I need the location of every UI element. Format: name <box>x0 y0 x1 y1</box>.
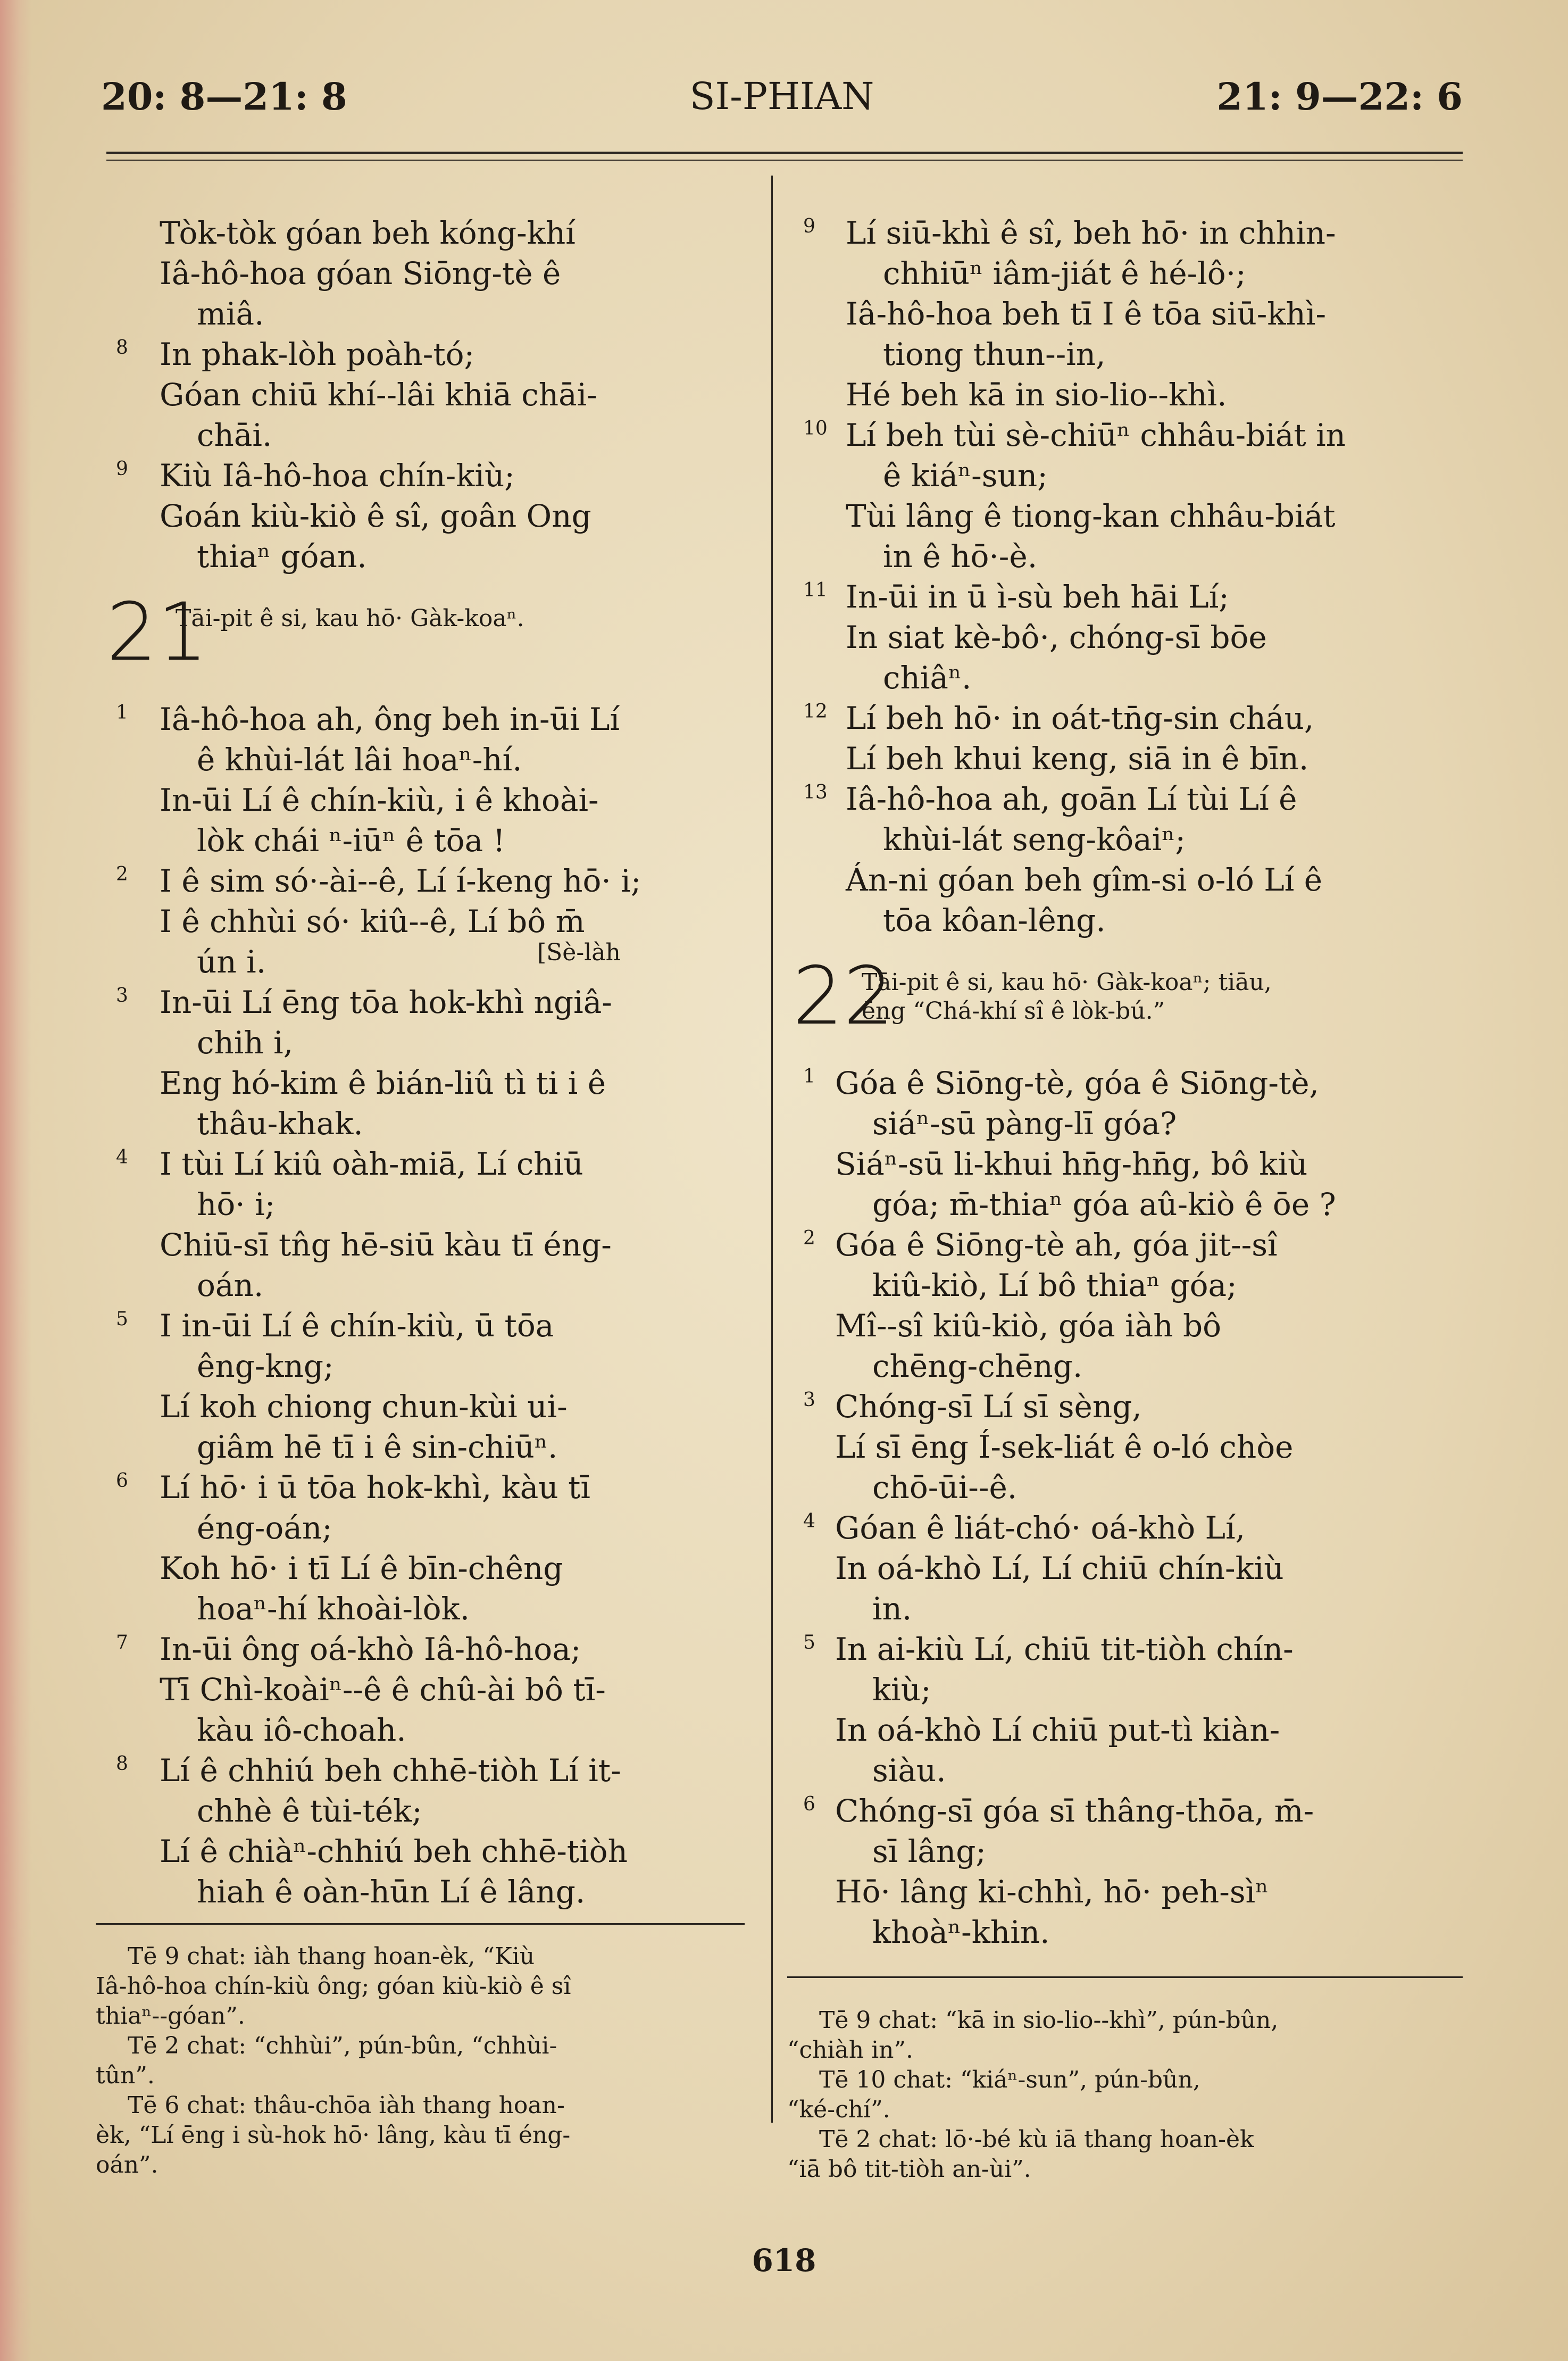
verse-line <box>106 1629 755 1669</box>
verse-text: In oá-khò Lí chiū put-tì kiàn- <box>835 1712 1280 1748</box>
verse-number: 10 <box>803 418 828 439</box>
verse-line <box>793 253 1463 294</box>
verse-line <box>793 860 1463 900</box>
verse-text: chō-ūi--ê. <box>872 1469 1017 1506</box>
verse-line <box>793 1750 1463 1791</box>
verse-text: ê khùi-lát lâi hoaⁿ-hí. <box>197 742 522 778</box>
verse-text: éng-oán; <box>197 1510 332 1546</box>
verse-line <box>106 942 755 982</box>
verse-line <box>106 455 755 496</box>
verse-number: 1 <box>116 702 128 724</box>
header-left-reference: 20: 8—21: 8 <box>101 74 347 119</box>
verse-line <box>106 1063 755 1103</box>
header-rule-thin <box>106 160 1463 161</box>
footnote-line: Tē 9 chat: iàh thang hoan-èk, “Kiù <box>128 1943 535 1970</box>
verse-text: Iâ-hô-hoa góan Siōng-tè ê <box>160 255 561 292</box>
verse-line <box>793 455 1463 496</box>
verse-text: Lí sī ēng Í-sek-liát ê o-ló chòe <box>835 1429 1294 1465</box>
verse-number: 7 <box>116 1632 128 1653</box>
verse-line <box>793 1791 1463 1831</box>
verse-text: In-ūi Lí ê chín-kiù, i ê khoài- <box>160 782 599 818</box>
chapter-superscription: Tāi-pit ê si, kau hō· Gàk-koaⁿ. <box>176 605 524 632</box>
verse-number: 4 <box>116 1146 128 1168</box>
verse-number: 6 <box>116 1470 128 1492</box>
verse-line <box>793 698 1463 738</box>
verse-line <box>793 415 1463 455</box>
left-column <box>106 213 755 1912</box>
verse-text: Lí koh chiong chun-kùi ui- <box>160 1389 568 1425</box>
verse-text: In-ūi in ū ì-sù beh hāi Lí; <box>846 579 1229 615</box>
verse-line <box>793 819 1463 860</box>
verse-text: Lí siū-khì ê sî, beh hō· in chhin- <box>846 215 1336 251</box>
footnote-line: Tē 2 chat: “chhùi”, pún-bûn, “chhùi- <box>128 2032 557 2059</box>
verse-line <box>793 1508 1463 1548</box>
page-edge-stain <box>0 0 32 2361</box>
verse-text: I ê sim só·-ài--ê, Lí í-keng hō· i; <box>160 863 641 899</box>
verse-text: lòk chái ⁿ-iūⁿ ê tōa ! <box>197 822 505 859</box>
verse-text: Góa ê Siōng-tè ah, góa jit--sî <box>835 1227 1278 1263</box>
verse-line <box>106 1022 755 1063</box>
verse-line <box>793 1265 1463 1306</box>
verse-text: Lí beh khui keng, siā in ê bīn. <box>846 741 1309 777</box>
header-rule-thick <box>106 152 1463 154</box>
verse-text: oán. <box>197 1267 264 1303</box>
verse-text: siàu. <box>872 1752 946 1789</box>
verse-number: 1 <box>803 1066 815 1087</box>
verse-text: In-ūi ông oá-khò Iâ-hô-hoa; <box>160 1631 581 1667</box>
verse-text: khoàⁿ-khin. <box>872 1914 1050 1950</box>
verse-text: tōa kôan-lêng. <box>883 902 1106 938</box>
verse-line <box>106 1831 755 1872</box>
verse-text: siáⁿ-sū pàng-lī góa? <box>872 1105 1177 1142</box>
verse-line <box>106 1225 755 1265</box>
verse-text: Hé beh kā in sio-lio--khì. <box>846 377 1227 413</box>
verse-line <box>106 213 755 253</box>
verse-line <box>793 334 1463 375</box>
verse-line <box>793 1184 1463 1225</box>
verse-text: Tùi lâng ê tiong-kan chhâu-biát <box>846 498 1336 534</box>
footnote-line: “chiàh in”. <box>787 2036 913 2064</box>
verse-line <box>106 253 755 294</box>
verse-line <box>793 1629 1463 1669</box>
chapter-superscription-cont: ēng “Chá-khí sî ê lòk-bú.” <box>862 997 1165 1025</box>
verse-line <box>793 1589 1463 1629</box>
verse-text: Án-ni góan beh gîm-si o-ló Lí ê <box>846 862 1323 898</box>
verse-line <box>106 1306 755 1346</box>
verse-text: I ê chhùi só· kiû--ê, Lí bô m̄ <box>160 903 585 940</box>
verse-number: 8 <box>116 337 128 359</box>
verse-text: kiù; <box>872 1672 931 1708</box>
verse-text: In siat kè-bô·, chóng-sī bōe <box>846 619 1267 655</box>
verse-text: Hō· lâng ki-chhì, hō· peh-sìⁿ <box>835 1874 1269 1910</box>
verse-text: Góan ê liát-chó· oá-khò Lí, <box>835 1510 1246 1546</box>
verse-line <box>106 334 755 375</box>
verse-number: 2 <box>803 1227 815 1249</box>
footnote-line: “iā bô tit-tiòh an-ùi”. <box>787 2156 1031 2183</box>
verse-text: In-ūi Lí ēng tōa hok-khì ngiâ- <box>160 984 612 1020</box>
verse-line <box>106 780 755 820</box>
verse-number: 4 <box>803 1510 815 1532</box>
verse-text: chiâⁿ. <box>883 660 972 696</box>
verse-text: Tòk-tòk góan beh kóng-khí <box>160 215 576 251</box>
verse-text: Mî--sî kiû-kiò, góa iàh bô <box>835 1308 1222 1344</box>
verse-line <box>106 1710 755 1750</box>
verse-line <box>793 1912 1463 1952</box>
verse-line <box>106 1508 755 1548</box>
verse-line <box>106 699 755 739</box>
verse-text: Góa ê Siōng-tè, góa ê Siōng-tè, <box>835 1065 1319 1101</box>
footnote-line: Tē 2 chat: lō·-bé kù iā thang hoan-èk <box>819 2126 1254 2153</box>
verse-line <box>106 1589 755 1629</box>
footnote-line: thiaⁿ--góan”. <box>96 2002 245 2030</box>
verse-text: thiaⁿ góan. <box>197 538 367 575</box>
header-right-reference: 21: 9—22: 6 <box>1216 74 1463 119</box>
right-column <box>793 213 1463 1952</box>
footnote-line: “ké-chí”. <box>787 2096 890 2123</box>
verse-line <box>106 1386 755 1427</box>
chapter-superscription: Tāi-pit ê si, kau hō· Gàk-koaⁿ; tiāu, <box>862 969 1272 996</box>
chapter-number: 21 <box>106 586 208 679</box>
verse-text: In phak-lòh poàh-tó; <box>160 336 475 372</box>
verse-text: miâ. <box>197 296 264 332</box>
verse-text: In ai-kiù Lí, chiū tit-tiòh chín- <box>835 1631 1294 1667</box>
verse-text: Chóng-sī Lí sī sèng, <box>835 1389 1142 1425</box>
verse-text: Lí beh tùi sè-chiūⁿ chhâu-biát in <box>846 417 1346 453</box>
chapter-number: 22 <box>793 950 894 1043</box>
header-book-title: SI-PHIAN <box>689 74 874 118</box>
verse-line <box>106 820 755 861</box>
verse-text: ún i. <box>197 944 266 980</box>
verse-line <box>106 496 755 536</box>
verse-line <box>793 779 1463 819</box>
verse-text: in ê hō·-è. <box>883 538 1038 575</box>
verse-text: In oá-khò Lí, Lí chiū chín-kiù <box>835 1550 1284 1586</box>
verse-line <box>106 1872 755 1912</box>
verse-line <box>793 1467 1463 1508</box>
verse-line <box>793 1103 1463 1144</box>
verse-text: hoaⁿ-hí khoài-lòk. <box>197 1591 470 1627</box>
right-footnote-rule <box>787 1976 1463 1978</box>
verse-line <box>793 294 1463 334</box>
verse-number: 11 <box>803 579 828 601</box>
chapter-heading <box>106 586 755 699</box>
verse-line <box>793 577 1463 617</box>
verse-line <box>106 536 755 577</box>
verse-line <box>106 1750 755 1791</box>
verse-text: Lí ê chiàⁿ-chhiú beh chhē-tiòh <box>160 1833 628 1869</box>
footnote-line: Tē 10 chat: “kiáⁿ-sun”, pún-bûn, <box>819 2066 1200 2093</box>
verse-line <box>106 1791 755 1831</box>
verse-text: Chiū-sī tn̂g hē-siū kàu tī éng- <box>160 1227 612 1263</box>
verse-number: 3 <box>803 1389 815 1411</box>
verse-line <box>106 1265 755 1306</box>
verse-line <box>106 1669 755 1710</box>
verse-line <box>793 1872 1463 1912</box>
verse-text: chāi. <box>197 417 272 453</box>
verse-text: giâm hē tī i ê sin-chiūⁿ. <box>197 1429 558 1465</box>
footnote-line: Iâ-hô-hoa chín-kiù ông; góan kiù-kiò ê sî <box>96 1973 571 2000</box>
verse-line <box>106 375 755 415</box>
verse-text: thâu-khak. <box>197 1105 363 1142</box>
verse-text: khùi-lát seng-kôaiⁿ; <box>883 821 1186 858</box>
verse-line <box>793 900 1463 941</box>
verse-line <box>793 658 1463 698</box>
verse-text: Tī Chì-koàiⁿ--ê ê chû-ài bô tī- <box>160 1672 606 1708</box>
verse-text: chih i, <box>197 1025 294 1061</box>
verse-text: Góan chiū khí--lâi khiā chāi- <box>160 377 597 413</box>
verse-line <box>793 496 1463 536</box>
verse-text: chēng-chēng. <box>872 1348 1083 1384</box>
left-footnote-rule <box>96 1923 745 1925</box>
verse-line <box>106 294 755 334</box>
verse-number: 5 <box>803 1632 815 1653</box>
verse-text: hō· i; <box>197 1186 276 1223</box>
verse-text: Lí hō· i ū tōa hok-khì, kàu tī <box>160 1469 590 1506</box>
verse-text: Iâ-hô-hoa beh tī I ê tōa siū-khì- <box>846 296 1327 332</box>
verse-line <box>106 982 755 1022</box>
verse-line <box>106 739 755 780</box>
verse-number: 8 <box>116 1753 128 1775</box>
verse-text: Siáⁿ-sū li-khui hn̄g-hn̄g, bô kiù <box>835 1146 1308 1182</box>
verse-line <box>793 1710 1463 1750</box>
verse-number: 5 <box>116 1308 128 1330</box>
verse-line <box>106 415 755 455</box>
verse-line <box>793 1548 1463 1589</box>
verse-line <box>793 1386 1463 1427</box>
footnote-line: èk, “Lí ēng i sù-hok hō· lâng, kàu tī éng- <box>96 2122 571 2149</box>
verse-text: Chóng-sī góa sī thâng-thōa, m̄- <box>835 1793 1314 1829</box>
verse-line <box>793 213 1463 253</box>
verse-line <box>793 1669 1463 1710</box>
verse-number: 9 <box>803 215 815 237</box>
verse-text: kiû-kiò, Lí bô thiaⁿ góa; <box>872 1267 1237 1303</box>
verse-number: 12 <box>803 701 828 722</box>
verse-text: Goán kiù-kiò ê sî, goân Ong <box>160 498 591 534</box>
verse-text: kàu iô-choah. <box>197 1712 406 1748</box>
verse-text: I tùi Lí kiû oàh-miā, Lí chiū <box>160 1146 583 1182</box>
verse-text: Lí ê chhiú beh chhē-tiòh Lí it- <box>160 1752 621 1789</box>
verse-text: in. <box>872 1591 912 1627</box>
verse-line <box>106 1427 755 1467</box>
verse-text: Kiù Iâ-hô-hoa chín-kiù; <box>160 458 515 494</box>
verse-text: ê kiáⁿ-sun; <box>883 458 1048 494</box>
verse-number: 3 <box>116 985 128 1007</box>
verse-text: hiah ê oàn-hūn Lí ê lâng. <box>197 1874 586 1910</box>
verse-number: 13 <box>803 782 828 803</box>
verse-line <box>793 738 1463 779</box>
verse-number: 2 <box>116 863 128 885</box>
verse-number: 9 <box>116 458 128 480</box>
verse-line <box>793 1831 1463 1872</box>
verse-text: tiong thun--in, <box>883 336 1106 372</box>
verse-line <box>793 1306 1463 1346</box>
footnote-line: Tē 6 chat: thâu-chōa iàh thang hoan- <box>128 2092 565 2119</box>
running-header <box>101 74 1463 128</box>
verse-text: chhiūⁿ iâm-jiát ê hé-lô·; <box>883 255 1246 292</box>
page-number: 618 <box>752 2242 816 2279</box>
column-divider <box>771 176 773 2123</box>
verse-line <box>793 617 1463 658</box>
verse-line <box>793 536 1463 577</box>
verse-line <box>106 1346 755 1386</box>
footnote-line: oán”. <box>96 2151 159 2179</box>
verse-line <box>106 1467 755 1508</box>
verse-line <box>793 1063 1463 1103</box>
verse-line <box>106 1144 755 1184</box>
verse-line <box>793 1427 1463 1467</box>
verse-line <box>106 1103 755 1144</box>
verse-text: Iâ-hô-hoa ah, goān Lí tùi Lí ê <box>846 781 1297 817</box>
verse-text: êng-kng; <box>197 1348 334 1384</box>
verse-text: Eng hó-kim ê bián-liû tì ti i ê <box>160 1065 606 1101</box>
verse-text: Lí beh hō· in oát-tn̄g-sin cháu, <box>846 700 1314 736</box>
verse-text: Iâ-hô-hoa ah, ông beh in-ūi Lí <box>160 701 620 737</box>
verse-line <box>793 1346 1463 1386</box>
verse-line <box>106 1548 755 1589</box>
verse-line <box>793 1144 1463 1184</box>
chapter-heading <box>793 950 1463 1063</box>
verse-text: I in-ūi Lí ê chín-kiù, ū tōa <box>160 1308 554 1344</box>
verse-text: Koh hō· i tī Lí ê bīn-chêng <box>160 1550 563 1586</box>
verse-line <box>793 1225 1463 1265</box>
verse-text: chhè ê tùi-ték; <box>197 1793 422 1829</box>
verse-text: sī lâng; <box>872 1833 986 1869</box>
verse-line <box>106 861 755 901</box>
verse-text: góa; m̄-thiaⁿ góa aû-kiò ê ōe ? <box>872 1186 1336 1223</box>
verse-line <box>793 375 1463 415</box>
verse-line <box>106 1184 755 1225</box>
footnote-line: Tē 9 chat: “kā in sio-lio--khì”, pún-bûn, <box>819 2007 1279 2034</box>
verse-number: 6 <box>803 1793 815 1815</box>
verse-line <box>106 901 755 942</box>
footnote-line: tûn”. <box>96 2062 155 2089</box>
selah-marker: [Sè-làh <box>537 939 621 966</box>
